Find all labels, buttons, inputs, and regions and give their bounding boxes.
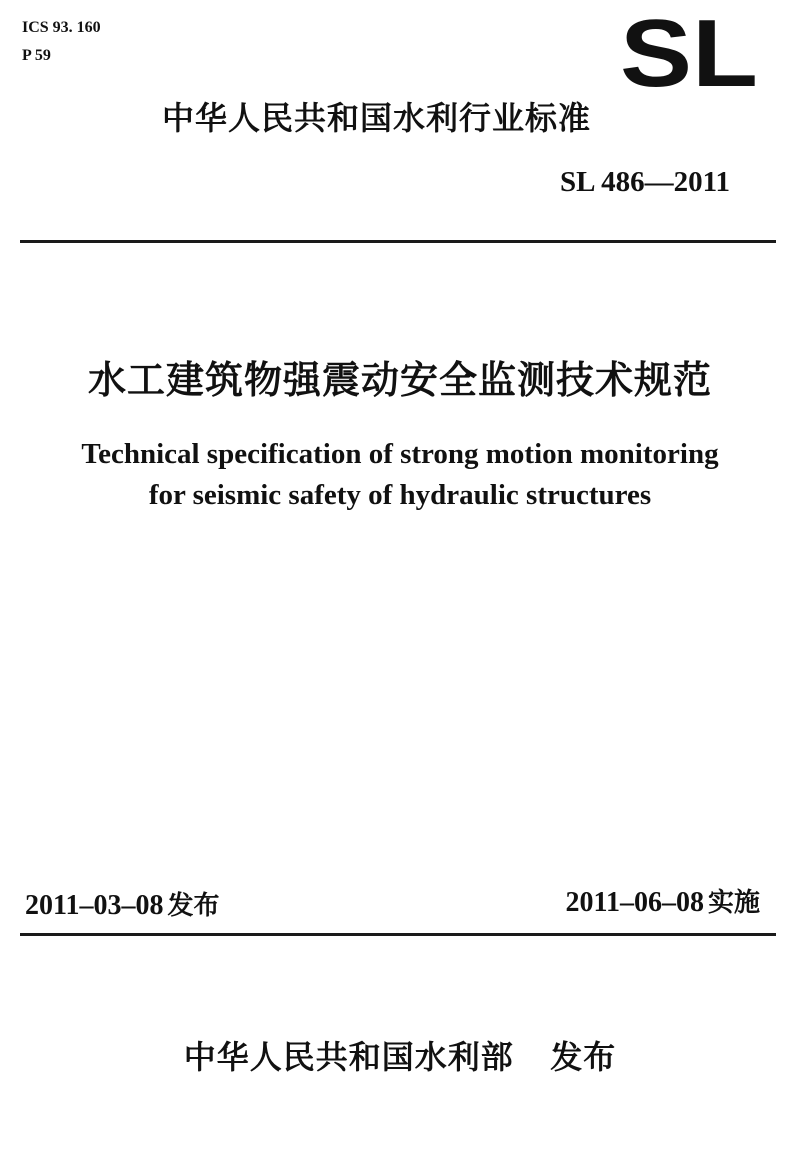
ics-code: ICS 93. 160 bbox=[22, 19, 101, 36]
chinese-title: 水工建筑物强震动安全监测技术规范 bbox=[87, 358, 712, 402]
bottom-divider bbox=[20, 933, 776, 936]
publisher-name: 中华人民共和国水利部 bbox=[183, 1038, 514, 1076]
implementation-label: 实施 bbox=[707, 888, 760, 918]
standard-number: SL 486—2011 bbox=[559, 166, 730, 198]
sl-logo bbox=[619, 14, 759, 94]
industry-standard-heading: 中华人民共和国水利行业标准 bbox=[162, 99, 592, 137]
english-title-line-1: Technical specification of strong motion monitoring bbox=[81, 438, 719, 470]
implementation-date-block bbox=[566, 883, 760, 923]
publisher-line bbox=[0, 1034, 800, 1080]
p-code: P 59 bbox=[22, 47, 51, 64]
issue-date-block bbox=[25, 886, 219, 926]
english-title-line-2: for seismic safety of hydraulic structures bbox=[148, 479, 652, 511]
top-divider bbox=[20, 240, 776, 243]
implementation-date: 2011–06–08 bbox=[565, 887, 704, 918]
publish-label: 发布 bbox=[550, 1038, 617, 1076]
sl-logo-text: SL bbox=[620, 14, 758, 94]
issue-date: 2011–03–08 bbox=[25, 890, 164, 921]
issue-label: 发布 bbox=[167, 891, 220, 921]
